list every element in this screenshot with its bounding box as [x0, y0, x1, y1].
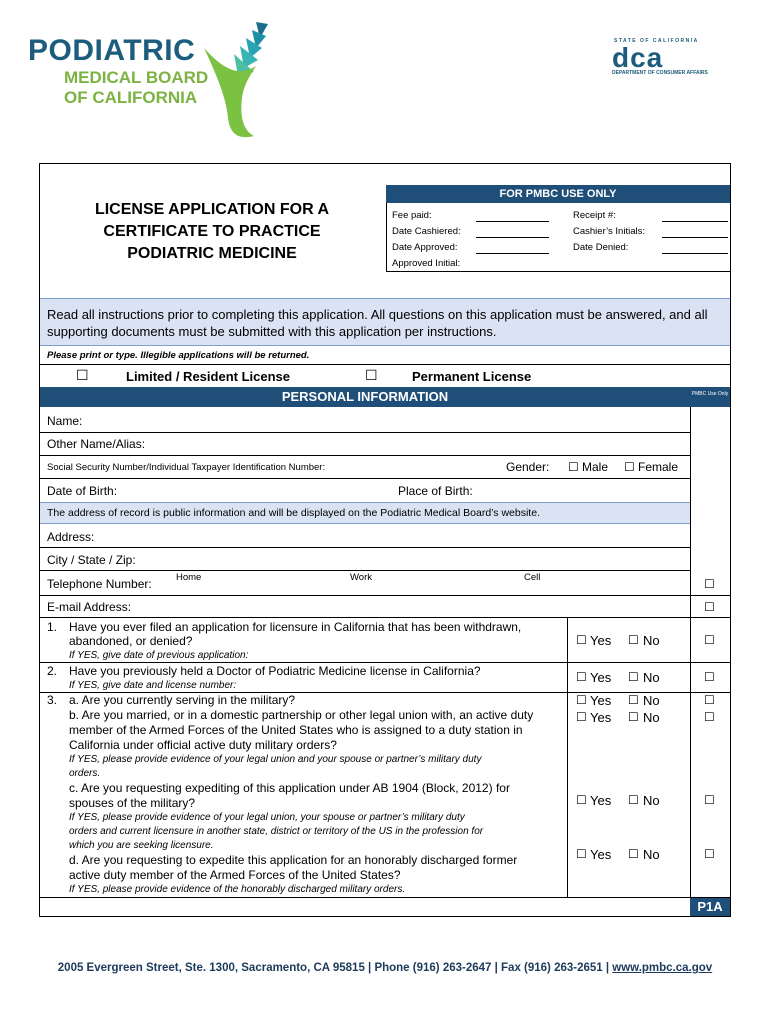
- q3d-text-line2: active duty member of the Armed Forces of the United States?: [69, 868, 401, 882]
- dca-state-text: STATE OF CALIFORNIA: [614, 38, 699, 44]
- pmbc-use-only-header: PMBC Use Only: [690, 387, 730, 407]
- instructions-banner: Read all instructions prior to completing this application. All questions on this application must be answered, and all supporting documents must be submitted with this application per instructions.: [40, 298, 730, 346]
- q1-yes-checkbox[interactable]: ☐: [576, 633, 587, 647]
- female-checkbox[interactable]: ☐: [624, 460, 635, 474]
- q3c-note-line1: If YES, please provide evidence of your legal union, your spouse or partner’s military duty: [69, 812, 465, 823]
- fee-paid-label: Fee paid:: [392, 210, 432, 221]
- q2-no-label: No: [643, 670, 660, 685]
- q3b-yes-label: Yes: [590, 710, 612, 725]
- cashier-initials-label: Cashier’s Initials:: [573, 226, 645, 237]
- footer: [0, 962, 770, 974]
- pmbc-q3a-checkbox[interactable]: ☐: [704, 693, 715, 707]
- title-line-3: PODIATRIC MEDICINE: [127, 245, 297, 262]
- pmbc-q3b-checkbox[interactable]: ☐: [704, 710, 715, 724]
- gender-label: Gender:: [506, 460, 550, 474]
- q3b-yes-checkbox[interactable]: ☐: [576, 710, 587, 724]
- date-cashiered-label: Date Cashiered:: [392, 226, 461, 237]
- title-line-1: LICENSE APPLICATION FOR A: [94, 201, 330, 218]
- fee-paid-line[interactable]: [476, 221, 549, 222]
- q3c-text-line2: spouses of the military?: [69, 796, 196, 810]
- pmbc-q3d-checkbox[interactable]: ☐: [704, 847, 715, 861]
- date-denied-line[interactable]: [662, 253, 728, 254]
- male-checkbox[interactable]: ☐: [568, 460, 579, 474]
- q2-yes-label: Yes: [590, 670, 612, 685]
- q3c-text-line1: c. Are you requesting expediting of this application under AB 1904 (Block, 2012) for: [69, 781, 510, 795]
- foot-swoosh-icon: [198, 18, 270, 142]
- permanent-license-label: Permanent License: [412, 369, 532, 384]
- other-name-label: Other Name/Alias:: [47, 437, 146, 451]
- receipt-line[interactable]: [662, 221, 728, 222]
- q3c-note-line2: orders and current licensure in another state, district or territory of the US in the profession for: [69, 826, 484, 837]
- q3b-no-label: No: [643, 710, 660, 725]
- date-cashiered-line[interactable]: [476, 237, 549, 238]
- footer-address: 2005 Evergreen Street, Ste. 1300, Sacramento, CA 95815 | Phone (916) 263-2647 | Fax (916) 263-2651 |: [57, 962, 613, 974]
- q3-number: 3.: [47, 693, 58, 707]
- pmbc-q1-checkbox[interactable]: ☐: [704, 633, 715, 647]
- permanent-license-checkbox[interactable]: ☐: [365, 368, 378, 384]
- receipt-label: Receipt #:: [573, 210, 616, 221]
- ssn-label: Social Security Number/Individual Taxpayer Identification Number:: [47, 462, 326, 473]
- q2-note: If YES, give date and license number:: [69, 680, 237, 691]
- q3b-no-checkbox[interactable]: ☐: [628, 710, 639, 724]
- q1-yes-label: Yes: [590, 633, 612, 648]
- pmbc-q2-checkbox[interactable]: ☐: [704, 670, 715, 684]
- male-label: Male: [582, 460, 609, 474]
- logo-text-podiatric: PODIATRIC: [28, 34, 196, 67]
- q1-note: If YES, give date of previous application:: [69, 650, 249, 661]
- q3d-no-checkbox[interactable]: ☐: [628, 847, 639, 861]
- q2-text: Have you previously held a Doctor of Podiatric Medicine license in California?: [69, 664, 481, 678]
- dca-logo-word: dca: [612, 42, 664, 73]
- q1-number: 1.: [47, 620, 58, 634]
- q3b-note-line1: If YES, please provide evidence of your legal union and your spouse or partner’s military duty: [69, 754, 482, 765]
- q3d-no-label: No: [643, 847, 660, 862]
- print-note: Please print or type. Illegible applications will be returned.: [47, 350, 310, 361]
- q3c-yes-checkbox[interactable]: ☐: [576, 793, 587, 807]
- footer-website-link[interactable]: www.pmbc.ca.gov: [612, 962, 713, 974]
- q3b-text-line1: b. Are you married, or in a domestic partnership or other legal union with, an active duty: [69, 708, 534, 722]
- q3b-text-line2: member of the Armed Forces of the United States who is assigned to a duty station in: [69, 723, 523, 737]
- pmbc-email-checkbox[interactable]: ☐: [704, 600, 715, 614]
- q3c-no-label: No: [643, 793, 660, 808]
- q1-text-line2: abandoned, or denied?: [69, 634, 193, 648]
- cell-phone-label: Cell: [524, 572, 541, 583]
- place-of-birth-label: Place of Birth:: [398, 484, 473, 498]
- home-phone-label: Home: [176, 572, 202, 583]
- personal-information-header: PERSONAL INFORMATION: [40, 387, 690, 407]
- email-label: E-mail Address:: [47, 600, 132, 614]
- address-label: Address:: [47, 530, 95, 544]
- female-label: Female: [638, 460, 679, 474]
- form-title: [62, 199, 362, 265]
- q3c-no-checkbox[interactable]: ☐: [628, 793, 639, 807]
- q3b-note-line2: orders.: [69, 768, 101, 779]
- city-state-zip-label: City / State / Zip:: [47, 553, 136, 567]
- q3a-no-label: No: [643, 693, 660, 708]
- address-of-record-note: The address of record is public information and will be displayed on the Podiatric Medical Board’s website.: [40, 502, 690, 524]
- q3a-text: a. Are you currently serving in the military?: [69, 693, 296, 707]
- pmbc-use-header: FOR PMBC USE ONLY: [386, 185, 730, 203]
- q1-no-label: No: [643, 633, 660, 648]
- q3d-yes-checkbox[interactable]: ☐: [576, 847, 587, 861]
- title-line-2: CERTIFICATE TO PRACTICE: [103, 223, 321, 240]
- pmbc-telephone-checkbox[interactable]: ☐: [704, 577, 715, 591]
- q1-no-checkbox[interactable]: ☐: [628, 633, 639, 647]
- q2-yes-checkbox[interactable]: ☐: [576, 670, 587, 684]
- limited-license-checkbox[interactable]: ☐: [76, 368, 89, 384]
- date-denied-label: Date Denied:: [573, 242, 629, 253]
- q3a-yes-checkbox[interactable]: ☐: [576, 693, 587, 707]
- name-label: Name:: [47, 414, 83, 428]
- telephone-label: Telephone Number:: [47, 577, 152, 591]
- date-approved-line[interactable]: [476, 253, 549, 254]
- dca-department-text: DEPARTMENT OF CONSUMER AFFAIRS: [612, 70, 708, 76]
- q2-no-checkbox[interactable]: ☐: [628, 670, 639, 684]
- q3b-text-line3: California under official active duty military orders?: [69, 738, 337, 752]
- q3c-yes-label: Yes: [590, 793, 612, 808]
- q3a-yes-label: Yes: [590, 693, 612, 708]
- cashier-initials-line[interactable]: [662, 237, 728, 238]
- page-label: P1A: [690, 898, 730, 916]
- q3a-no-checkbox[interactable]: ☐: [628, 693, 639, 707]
- q3d-yes-label: Yes: [590, 847, 612, 862]
- dob-label: Date of Birth:: [47, 484, 118, 498]
- q3c-note-line3: which you are seeking licensure.: [69, 840, 214, 851]
- q3d-text-line1: d. Are you requesting to expedite this application for an honorably discharged former: [69, 853, 518, 867]
- logo-text-of-california: OF CALIFORNIA: [64, 88, 198, 107]
- date-approved-label: Date Approved:: [392, 242, 458, 253]
- limited-license-label: Limited / Resident License: [126, 369, 290, 384]
- q3d-note: If YES, please provide evidence of the honorably discharged military orders.: [69, 884, 406, 895]
- q2-number: 2.: [47, 664, 58, 678]
- logo-text-medical-board: MEDICAL BOARD: [64, 68, 209, 87]
- approved-initial-label: Approved Initial:: [392, 258, 461, 269]
- q1-text-line1: Have you ever filed an application for licensure in California that has been withdrawn,: [69, 620, 522, 634]
- work-phone-label: Work: [350, 572, 372, 583]
- pmbc-logo: [0, 0, 280, 150]
- pmbc-q3c-checkbox[interactable]: ☐: [704, 793, 715, 807]
